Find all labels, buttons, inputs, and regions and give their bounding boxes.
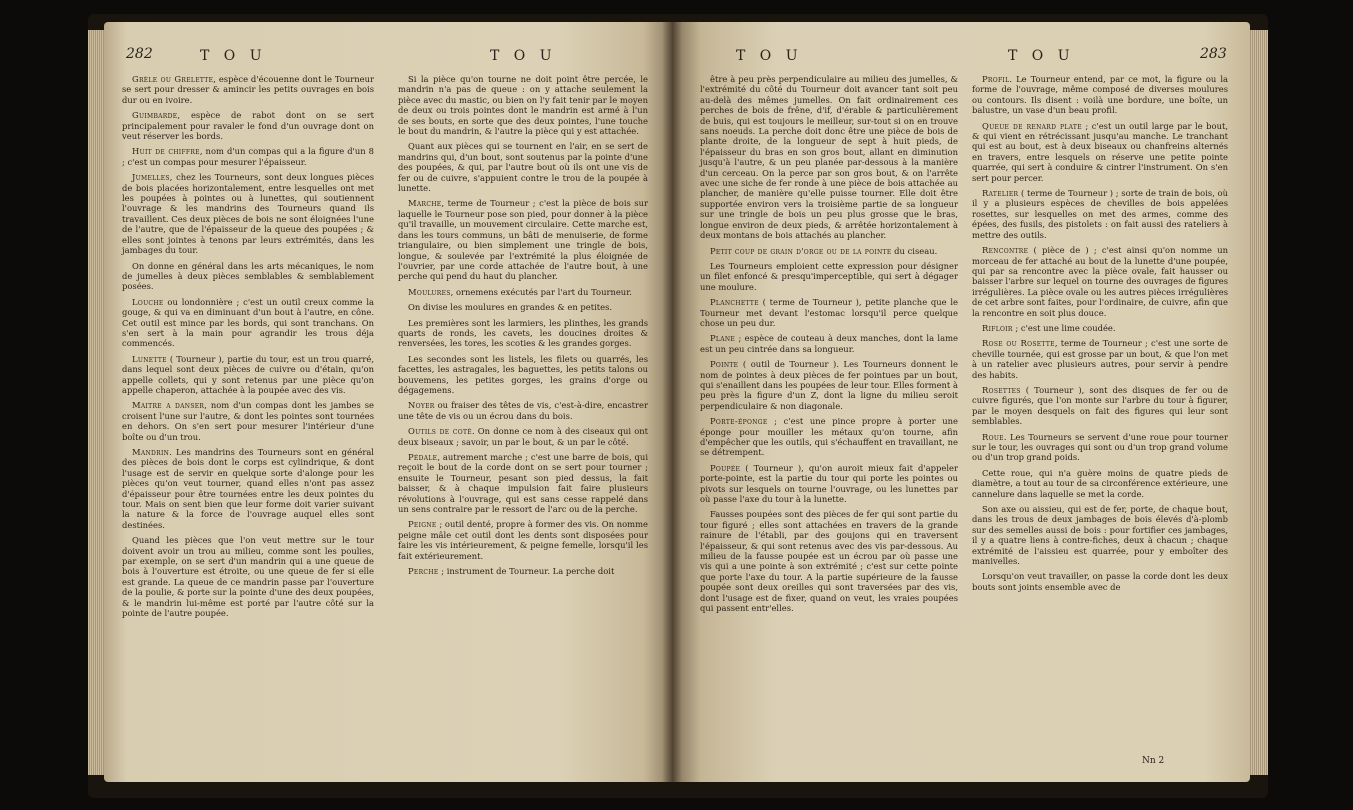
entry-text: ; c'est une pince propre à porter une éponge pour mouiller les métaux qu'on tourne, afin d'empêcher que les outils, qui s'échauffent en travaillant, ne se détrempent. bbox=[700, 416, 958, 458]
entry-paragraph bbox=[122, 110, 374, 141]
entry-term: Grèle ou Grelette bbox=[132, 74, 214, 84]
entry-text: , espèce d'écouenne dont le Tourneur se sert pour dresser & amincir les petits ouvrages en bois dur ou en ivoire. bbox=[122, 74, 374, 105]
entry-text: Quant aux pièces qui se tournent en l'air, en se sert de mandrins qui, d'un bout, sont soutenus par la pointe d'une des poupées, & qui, par l'autre bout où ils ont une vis de fer ou de cuivre, s'appuient contre le trou de la poupée à lunette. bbox=[398, 141, 648, 194]
entry-text: , nom d'un compas qui a la figure d'un 8 ; c'est un compas pour mesurer l'épaisseur. bbox=[122, 146, 374, 167]
entry-term: Plane bbox=[710, 333, 736, 344]
entry-paragraph bbox=[122, 297, 374, 349]
entry-term: Peigne bbox=[408, 519, 437, 530]
entry-text: ; c'est un outil large par le bout, & qui vient en rétrécissant jusqu'au manche. Le tranchant qui est au bout, est à deux biseaux ou chanfreins alternés en travers, entre lesquels on réserve une petite pointe quarrée, qui sert à conduire & cintrer l'instrument. On s'en sert pour percer. bbox=[972, 120, 1228, 183]
entry-paragraph bbox=[122, 447, 374, 530]
entry-text: être à peu près perpendiculaire au milieu des jumelles, & l'extrémité du côté du Tourneur doit avancer tant soit peu au-delà des mêmes jumelles. On fait ordinairement ces perches de bois de frêne, d'if, d'érable & particulièrement de buis, qui est toujours le meilleur, sur-tout si on en trouve sans noeuds. La perche doit donc être une pièce de bois de plante droite, de la longueur de sept à huit pieds, de l'épaisseur du bras en son gros bout, allant en diminution jusqu'à l'autre, & un peu planée par-dessous à la manière d'un cerceau. On la perce par son gros bout, & on l'arrête avec une siche de fer ronde à une pièce de bois attachée au plancher, de manière qu'elle puisse tourner. Elle doit être supportée environ vers la troisième partie de sa longueur sur une tringle de bois un peu plus grosse que le bras, longue environ de deux pieds, & arrêtée horizontalement à deux montans de bois attachés au plancher. bbox=[700, 74, 958, 241]
entry-text: ; espèce de couteau à deux manches, dont la lame est un peu cintrée dans sa longueur. bbox=[700, 333, 958, 354]
entry-text: ( Tourneur ), qu'on auroit mieux fait d'appeler porte-pointe, est la partie du tour qui porte les pointes ou pivots sur lesquels on tourne l'ouvrage, ou les lunettes par où passe l'axe du tour à la lunette. bbox=[700, 462, 958, 505]
entry-paragraph bbox=[700, 333, 958, 354]
entry-text: ou londonnière ; c'est un outil creux comme la gouge, & qui va en diminuant d'un bout à l'autre, en cône. Cet outil est mince par les bords, qui sont tranchans. On s'en sert à la main pour agrandir les trous déja commencés. bbox=[122, 296, 374, 349]
left-running-head-2: T O U bbox=[490, 48, 557, 64]
entry-text: Si la pièce qu'on tourne ne doit point être percée, le mandrin n'a pas de queue : on y attache seulement la pièce avec du mastic, ou bien on l'y fait tenir par le moyen de deux ou trois pointes dont le mandrin est armé à l'un de ses bouts, en sorte que des deux pointes, l'une touche le bout du mandrin, & l'autre la pièce qui y est attachée. bbox=[398, 74, 648, 137]
entry-text: ; instrument de Tourneur. La perche doit bbox=[438, 566, 615, 577]
right-page bbox=[672, 22, 1250, 782]
entry-text: ( terme de Tourneur ) ; sorte de train de bois, où il y a plusieurs espèces de chevilles de bois appelées rosettes, sur lesquelles on met des armes, comme des épées, des fusils, des pistolets : on fait aussi des rateliers à mettre des outils. bbox=[972, 188, 1228, 240]
right-running-head-2: T O U bbox=[1008, 48, 1075, 64]
entry-text: . Les Tourneurs se servent d'une roue pour tourner sur le tour, les ouvrages qui sont ou d'un trop grand volume ou d'un trop grand poids. bbox=[972, 431, 1228, 463]
entry-term: Guimbarde bbox=[132, 110, 178, 121]
entry-term: Pédale bbox=[408, 452, 438, 462]
book-gutter bbox=[662, 22, 682, 782]
right-running-head-1: T O U bbox=[736, 48, 803, 64]
left-page bbox=[104, 22, 672, 782]
entry-text: Quand les pièces que l'on veut mettre sur le tour doivent avoir un trou au milieu, comme sont les poulies, par exemple, on se sert d'un mandrin qui a une queue de bois à l'ouverture est étroite, ou une queue de fer si elle est grande. La queue de ce mandrin passe par l'ouverture de la poulie, & porte sur la pointe d'une des deux poupées, & le mandrin lui-même est porté par l'autre côté sur la pointe de l'autre poupée. bbox=[122, 535, 374, 619]
entry-paragraph bbox=[122, 146, 374, 167]
entry-term: Rifloir bbox=[982, 322, 1013, 333]
entry-paragraph bbox=[122, 535, 374, 618]
entry-text: . On donne ce nom à des ciseaux qui ont deux biseaux ; savoir, un par le bout, & un par le côté. bbox=[398, 426, 648, 447]
entry-term: Rencontre bbox=[982, 245, 1029, 256]
entry-text: Lorsqu'on veut travailler, on passe la corde dont les deux bouts sont joints ensemble avec de bbox=[972, 571, 1228, 592]
entry-term: Outils de coté bbox=[408, 426, 472, 437]
entry-paragraph bbox=[972, 245, 1228, 318]
entry-term: Planchette bbox=[710, 297, 759, 308]
entry-paragraph bbox=[398, 452, 648, 514]
entry-text: ( Tourneur ), sont des disques de fer ou de cuivre figurés, que l'on monte sur l'arbre du tour à figurer, par le moyen desquels on fait des figures qui leur sont semblables. bbox=[972, 384, 1228, 427]
entry-term: Jumelles bbox=[132, 172, 170, 183]
right-page-number: 283 bbox=[1200, 46, 1227, 62]
entry-term: Rose ou Rosette bbox=[982, 338, 1055, 349]
entry-term: Moulures bbox=[408, 286, 451, 297]
entry-text: On divise les moulures en grandes & en petites. bbox=[408, 302, 613, 313]
entry-text: ( outil de Tourneur ). Les Tourneurs donnent le nom de pointes à deux pièces de fer pointues par un bout, qui s'enaillent dans les poupées de leur tour. Elles forment à peu près la figure d'un Z, dont la ligne du milieu seroit perpendiculaire & non diagonale. bbox=[700, 359, 958, 411]
entry-paragraph bbox=[700, 416, 958, 458]
entry-paragraph bbox=[398, 354, 648, 396]
entry-paragraph bbox=[398, 318, 648, 349]
entry-term: Pointe bbox=[710, 359, 739, 370]
entry-paragraph bbox=[700, 74, 958, 241]
entry-text: ( Tourneur ), partie du tour, est un trou quarré, dans lequel sont deux pièces de cuivre ou d'étain, qu'on appelle collets, qui y sont retenus par une pièce qu'on appelle chaperon, attachée à la poupée avec des vis. bbox=[122, 353, 374, 395]
entry-paragraph bbox=[700, 261, 958, 292]
entry-paragraph bbox=[398, 198, 648, 281]
entry-text: ; c'est une lime coudée. bbox=[1012, 322, 1116, 333]
entry-text: ; outil denté, propre à former des vis. On nomme peigne mâle cet outil dont les dents sont disposées pour faire les vis intérieurement, & peigne femelle, lorsqu'il les fait extérieurement. bbox=[398, 519, 648, 561]
entry-paragraph bbox=[700, 297, 958, 328]
entry-paragraph bbox=[700, 509, 958, 613]
entry-term: Ratelier bbox=[982, 188, 1019, 199]
entry-term: Profil bbox=[982, 74, 1010, 84]
entry-paragraph bbox=[122, 400, 374, 442]
entry-term: Petit coup de grain d'orge ou de la pointe bbox=[710, 245, 892, 256]
left-running-head-1: T O U bbox=[200, 48, 267, 64]
entry-text: , espèce de rabot dont on se sert principalement pour ravaler le fond d'un ouvrage dont on veut réserver les bords. bbox=[122, 110, 374, 142]
entry-paragraph bbox=[972, 432, 1228, 463]
entry-paragraph bbox=[122, 354, 374, 396]
entry-paragraph bbox=[700, 246, 958, 256]
entry-paragraph bbox=[398, 302, 648, 312]
entry-paragraph bbox=[398, 519, 648, 561]
left-column-2 bbox=[398, 74, 648, 581]
entry-text: ( terme de Tourneur ), petite planche que le Tourneur met devant l'estomac lorsqu'il perce quelque chose un peu dur. bbox=[700, 297, 958, 328]
right-page-edges bbox=[1250, 30, 1268, 775]
entry-paragraph bbox=[398, 426, 648, 447]
entry-paragraph bbox=[972, 385, 1228, 427]
entry-text: Cette roue, qui n'a guère moins de quatre pieds de diamètre, a tout au tour de sa circonférence extérieure, une cannelure dans laquelle se met la corde. bbox=[972, 467, 1228, 499]
entry-paragraph bbox=[700, 359, 958, 411]
entry-term: Poupée bbox=[710, 462, 741, 473]
entry-paragraph bbox=[398, 74, 648, 136]
entry-text: ou fraiser des têtes de vis, c'est-à-dire, encastrer une tête de vis ou un écrou dans du bois. bbox=[398, 400, 648, 421]
entry-term: Louche bbox=[132, 296, 164, 307]
entry-paragraph bbox=[398, 566, 648, 576]
entry-text: On donne en général dans les arts mécaniques, le nom de jumelles à deux pièces semblables & semblablement posées. bbox=[122, 260, 374, 292]
entry-text: . Le Tourneur entend, par ce mot, la figure ou la forme de l'ouvrage, même composé de diverses moulures ou contours. Ils disent : voilà une bordure, une boîte, un balustre, un vase d'un beau profil. bbox=[972, 74, 1228, 116]
left-page-number: 282 bbox=[126, 46, 153, 62]
entry-text: , nom d'un compas dont les jambes se croisent l'une sur l'autre, & dont les pointes sont tournées en dehors. On s'en sert pour mesurer l'intérieur d'une boîte ou d'un trou. bbox=[122, 400, 374, 442]
entry-term: Mandrin bbox=[132, 447, 170, 457]
entry-term: Queue de renard plate bbox=[982, 120, 1082, 131]
entry-paragraph bbox=[122, 261, 374, 292]
entry-paragraph bbox=[972, 571, 1228, 592]
entry-term: Porte-éponge bbox=[710, 416, 768, 427]
entry-paragraph bbox=[122, 74, 374, 105]
entry-paragraph bbox=[972, 338, 1228, 380]
entry-paragraph bbox=[972, 188, 1228, 240]
entry-text: Les premières sont les larmiers, les plinthes, les grands quarts de ronds, les cavets, les doucines droites & renversées, les tores, les scoties & les grandes gorges. bbox=[398, 317, 648, 349]
entry-term: Huit de chiffre bbox=[132, 146, 200, 157]
entry-text: ( pièce de ) ; c'est ainsi qu'on nomme un morceau de fer attaché au bout de la lunette d'une poupée, qui par sa rencontre avec la pièce ovale, fait hausser ou baisser l'arbre sur lequel on tourne des ouvrages de figures irrégulières. La pièce ovale ou les autres pièces irrégulières de cet arbre sont faites, pour l'ordinaire, de cuivre, afin que la rencontre en soit plus douce. bbox=[972, 245, 1228, 318]
entry-text: , autrement marche ; c'est une barre de bois, qui reçoit le bout de la corde dont on se sert pour tourner ; ensuite le Tourneur, pesant son pied dessus, la fait baisser, & à chaque impulsion fait faire plusieurs révolutions à l'ouvrage, qui est sans cesse rappelé dans un sens contraire par le ressort de l'arc ou de la perche. bbox=[398, 452, 648, 515]
entry-text: Son axe ou aissieu, qui est de fer, porte, de chaque bout, dans les trous de deux jambages de bois élevés d'à-plomb sur des semelles aussi de bois : pour fortifier ces jambages, il y a quatre liens à contre-fiches, deux à chacun ; chaque extrémité de l'aissieu est quarrée, pour y emboîter des manivelles. bbox=[972, 504, 1228, 567]
entry-paragraph bbox=[398, 141, 648, 193]
entry-text: , terme de Tourneur ; c'est une sorte de cheville tournée, qui est grosse par un bout, & que l'on met à un ratelier avec plusieurs autres, pour servir à pendre des habits. bbox=[972, 338, 1228, 380]
entry-paragraph bbox=[122, 172, 374, 255]
left-column-1 bbox=[122, 74, 374, 624]
entry-term: Marche bbox=[408, 198, 442, 209]
entry-term: Noyer bbox=[408, 400, 435, 411]
entry-paragraph bbox=[398, 400, 648, 421]
entry-paragraph bbox=[972, 504, 1228, 566]
entry-text: Les secondes sont les listels, les filets ou quarrés, les facettes, les astragales, les baguettes, les petits talons ou bouvemens, les petites gorges, les grains d'orge ou dégagemens. bbox=[398, 353, 648, 395]
entry-term: Lunette bbox=[132, 353, 167, 364]
entry-text: , terme de Tourneur ; c'est la pièce de bois sur laquelle le Tourneur pose son pied, pour donner à la pièce qu'il travaille, un mouvement circulaire. Cette marche est, dans les tours communs, un bâti de menuiserie, de forme triangulaire, ou bien simplement une tringle de bois, longue, & soulevée par l'extrémité la plus éloignée de l'ouvrier, par une corde attachée de l'autre bout, à une perche qui pend du haut du plancher. bbox=[398, 198, 648, 282]
entry-term: Roue bbox=[982, 431, 1004, 442]
entry-term: Perche bbox=[408, 566, 439, 577]
entry-paragraph bbox=[972, 323, 1228, 333]
entry-paragraph bbox=[972, 74, 1228, 116]
entry-text: Fausses poupées sont des pièces de fer qui sont partie du tour figuré ; elles sont attachées en travers de la grande rainure de l'établi, par des goujons qui en traversent l'épaisseur, & qui sont retenus avec des vis par-dessous. Au milieu de la fausse poupée est un écrou par où passe une vis qui a une pointe à son extrémité ; c'est sur cette pointe que porte l'axe du tour. A la partie supérieure de la fausse poupée sont deux oreilles qui sont traversées par des vis, dont l'usage est de fixer, quand on veut, les vraies poupées qui passent entr'elles. bbox=[700, 509, 958, 614]
entry-text: . Les mandrins des Tourneurs sont en général des pièces de bois dont le corps est cylindrique, & dont l'usage est de servir en quelque sorte d'alonge pour les pièces qu'on veut tourner, quand elles n'ont pas assez d'épaisseur pour être tournées entre les deux pointes du tour. Mais on sent bien que leur forme doit varier suivant la nature & la force de l'ouvrage auquel elles sont destinées. bbox=[122, 447, 374, 530]
entry-paragraph bbox=[972, 121, 1228, 183]
entry-text: du ciseau. bbox=[891, 245, 938, 256]
entry-term: Rosettes bbox=[982, 384, 1021, 395]
entry-text: Les Tourneurs emploient cette expression pour désigner un filet enfoncé & presqu'imperceptible, qui sert à dégager une moulure. bbox=[700, 260, 958, 292]
right-column-2 bbox=[972, 74, 1228, 597]
entry-term: Maitre a danser bbox=[132, 400, 205, 411]
right-column-1 bbox=[700, 74, 958, 619]
entry-paragraph bbox=[700, 463, 958, 505]
entry-text: , ornemens exécutés par l'art du Tourneur. bbox=[450, 286, 632, 297]
signature-mark: Nn 2 bbox=[1142, 756, 1165, 766]
entry-paragraph bbox=[972, 468, 1228, 499]
entry-paragraph bbox=[398, 287, 648, 297]
entry-text: , chez les Tourneurs, sont deux longues pièces de bois placées horizontalement, entre lesquelles ont met les poupées à pointes ou à lunettes, qui soutiennent l'ouvrage & les mandrins des Tourneurs quand ils travaillent. Ces deux pièces de bois ne sont éloignées l'une de l'autre, que de l'épaisseur de la queue des poupées ; & elles sont jointes à tenons par leurs extrémités, dans les jambages du tour. bbox=[122, 172, 374, 256]
